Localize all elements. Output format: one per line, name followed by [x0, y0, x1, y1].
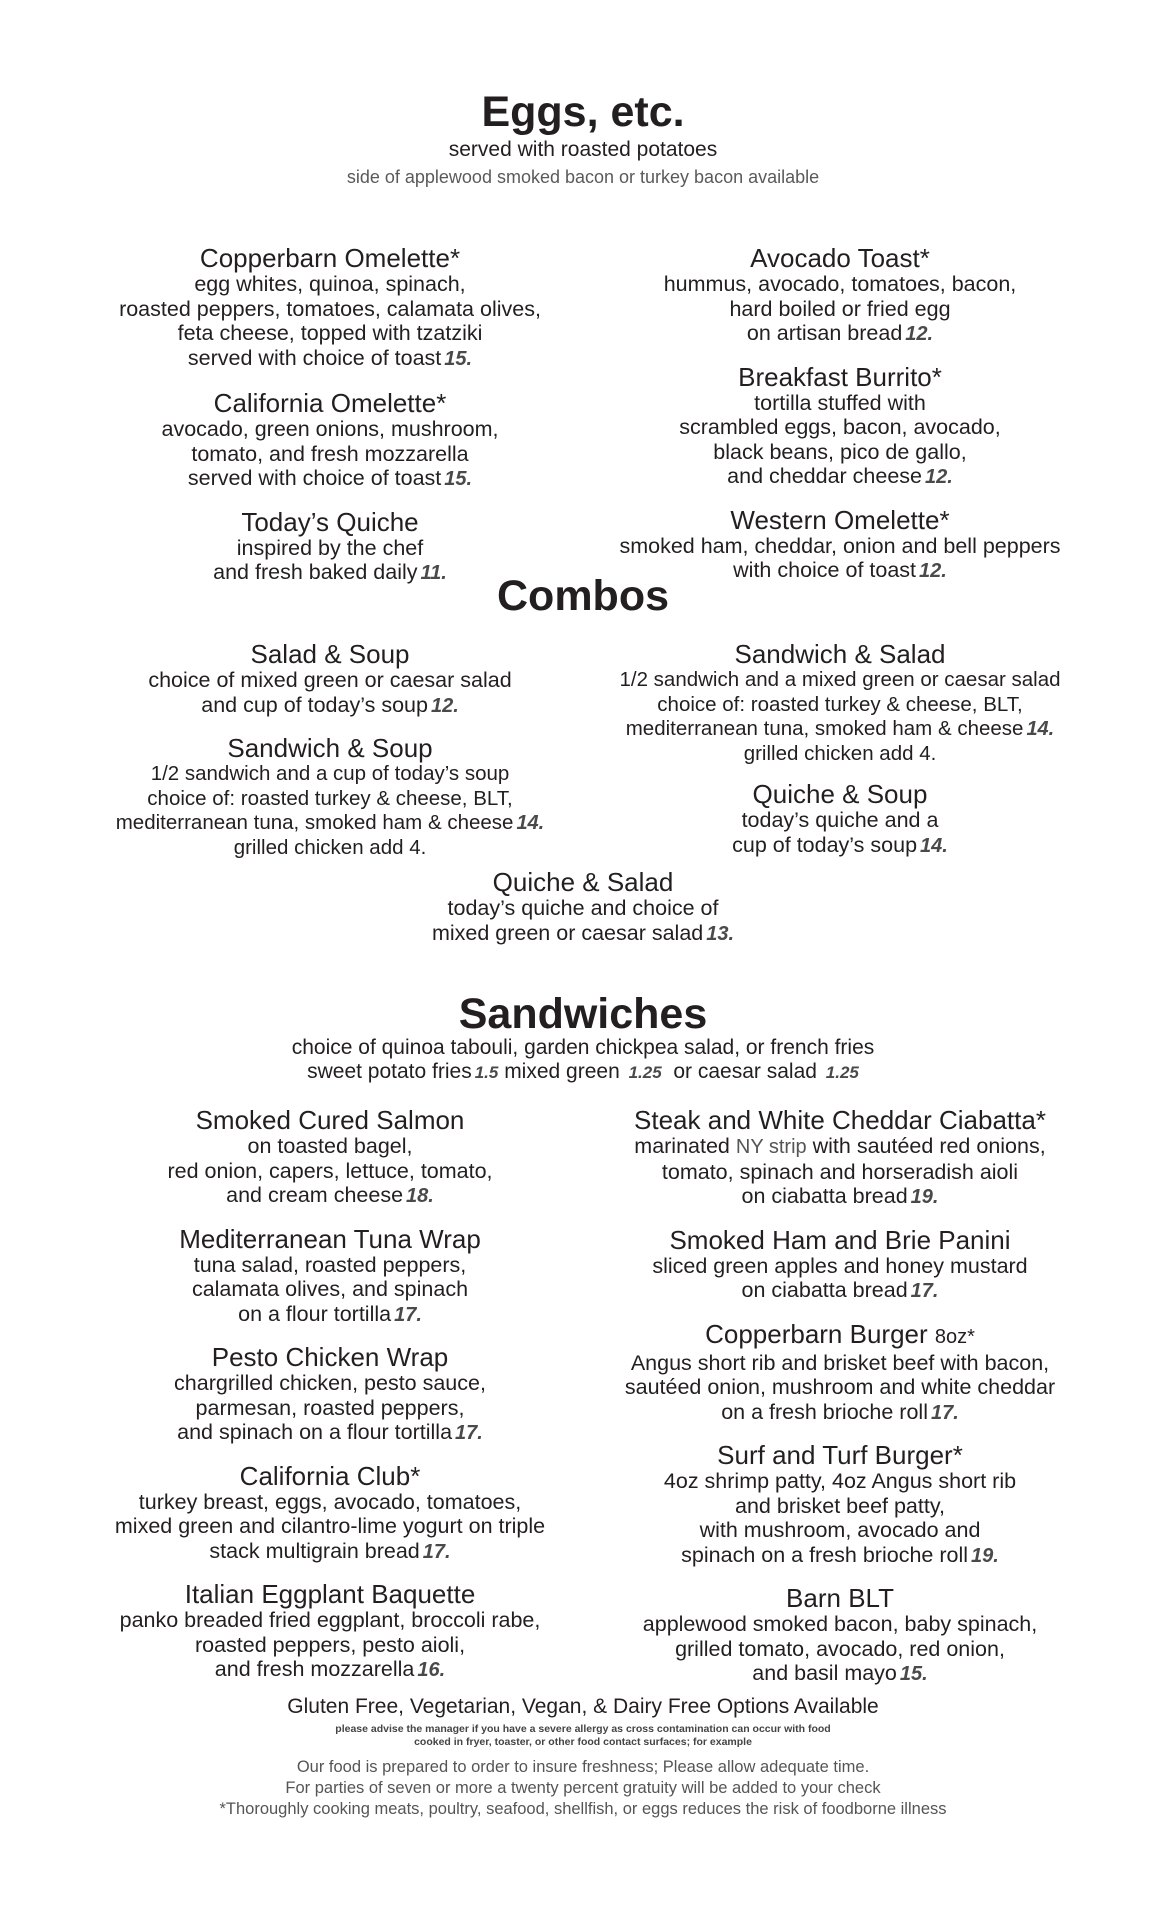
item-extra: grilled chicken add 4. — [233, 835, 427, 859]
item-name: Quiche & Soup — [752, 779, 928, 809]
side-option: sweet potato fries — [307, 1060, 472, 1083]
item-name-size: 8oz* — [934, 1325, 975, 1348]
item-desc: inspired by the chef and fresh baked daily — [213, 535, 424, 584]
item-price: 15. — [444, 468, 473, 490]
item-desc-highlight: NY strip — [735, 1136, 807, 1158]
menu-item — [590, 1441, 1090, 1568]
item-desc: today’s quiche and choice of mixed green or caesar salad — [431, 896, 719, 945]
menu-item — [590, 1106, 1090, 1210]
side-price: 1.25 — [825, 1063, 859, 1082]
eggs-subtitle: served with roasted potatoes — [448, 138, 718, 161]
sandwiches-side-upgrades — [0, 1060, 1166, 1085]
item-price: 14. — [516, 812, 545, 834]
item-desc: 1/2 sandwich and a mixed green or caesar salad choice of: roasted turkey & cheese, BLT, mediterranean tuna, smoked ham & cheese — [619, 668, 1061, 740]
item-price: 12. — [925, 466, 953, 488]
gratuity-note: For parties of seven or more a twenty percent gratuity will be added to your check — [285, 1779, 881, 1797]
menu-item — [80, 1580, 580, 1683]
item-name: Smoked Ham and Brie Panini — [669, 1224, 1011, 1255]
item-desc: applewood smoked bacon, baby spinach, grilled tomato, avocado, red onion, and basil mayo — [642, 1612, 1038, 1685]
item-desc: marinated — [634, 1134, 730, 1158]
sandwiches-right-column — [590, 1106, 1090, 1687]
item-price: 17. — [455, 1422, 483, 1444]
item-desc: on toasted bagel, red onion, capers, lettuce, tomato, and cream cheese — [167, 1134, 493, 1207]
menu-item — [590, 363, 1090, 490]
item-price: 18. — [406, 1185, 434, 1207]
item-name: Copperbarn Burger — [705, 1318, 928, 1349]
menu-item — [80, 734, 580, 860]
item-desc: today’s quiche and a cup of today’s soup — [732, 808, 939, 857]
item-name: Pesto Chicken Wrap — [211, 1342, 449, 1372]
item-desc: 4oz shrimp patty, 4oz Angus short rib and brisket beef patty, with mushroom, avocado and spinach on a fresh brioche roll — [663, 1469, 1017, 1567]
menu-item — [80, 1343, 580, 1446]
item-price: 16. — [417, 1659, 446, 1681]
combos-right-column — [590, 640, 1090, 858]
allergy-note-line1: please advise the manager if you have a severe allergy as cross contamination can occur with food — [335, 1723, 831, 1735]
item-price: 19. — [910, 1186, 939, 1208]
menu-item — [333, 868, 833, 946]
item-desc: 1/2 sandwich and a cup of today’s soup choice of: roasted turkey & cheese, BLT, mediterranean tuna, smoked ham & cheese — [115, 762, 514, 834]
item-name: Copperbarn Omelette* — [199, 243, 461, 273]
menu-item — [80, 244, 580, 371]
item-desc: chargrilled chicken, pesto sauce, parmesan, roasted peppers, and spinach on a flour tortilla — [174, 1371, 486, 1444]
item-name: Avocado Toast* — [750, 243, 930, 273]
item-desc: tortilla stuffed with scrambled eggs, bacon, avocado, black beans, pico de gallo, and cheddar cheese — [679, 390, 1001, 488]
item-desc: panko breaded fried eggplant, broccoli rabe, roasted peppers, pesto aioli, and fresh mozzarella — [119, 1608, 541, 1681]
item-name: Barn BLT — [786, 1583, 894, 1613]
item-desc: choice of mixed green or caesar salad and cup of today’s soup — [148, 668, 512, 717]
item-price: 14. — [1026, 718, 1055, 740]
dietary-options: Gluten Free, Vegetarian, Vegan, & Dairy Free Options Available — [287, 1695, 879, 1718]
item-extra: grilled chicken add 4. — [743, 741, 937, 765]
menu-item — [80, 389, 580, 492]
item-price: 17. — [394, 1303, 422, 1326]
combos-left-column — [80, 640, 580, 860]
item-name: California Omelette* — [213, 388, 447, 418]
allergy-note-line2: cooked in fryer, toaster, or other food contact surfaces; for example — [414, 1736, 752, 1748]
sandwiches-title: Sandwiches — [458, 990, 708, 1038]
menu-item — [80, 1106, 580, 1209]
eggs-left-column — [80, 244, 580, 586]
item-name: Smoked Cured Salmon — [195, 1105, 465, 1135]
item-desc: turkey breast, eggs, avocado, tomatoes, mixed green and cilantro-lime yogurt on triple stack multigrain bread — [114, 1489, 546, 1563]
item-name: Sandwich & Soup — [227, 733, 433, 763]
eggs-title: Eggs, etc. — [481, 88, 685, 136]
menu-item — [80, 640, 580, 718]
item-price: 12. — [905, 323, 934, 345]
item-name: Italian Eggplant Baquette — [184, 1579, 476, 1609]
item-name: Steak and White Cheddar Ciabatta* — [634, 1105, 1046, 1135]
item-desc: egg whites, quinoa, spinach, roasted peppers, tomatoes, calamata olives, feta cheese, topped with tzatziki served with choice of toast — [119, 272, 541, 370]
item-price: 15. — [899, 1663, 928, 1685]
consumer-advisory: *Thoroughly cooking meats, poultry, seafood, shellfish, or eggs reduces the risk of foodborne illness — [219, 1800, 947, 1818]
item-price: 19. — [971, 1544, 999, 1567]
eggs-right-column — [590, 244, 1090, 584]
menu-item — [80, 1225, 580, 1328]
item-price: 13. — [706, 922, 735, 945]
item-name: Mediterranean Tuna Wrap — [179, 1223, 481, 1254]
item-desc: sliced green apples and honey mustard on ciabatta bread — [652, 1253, 1028, 1302]
item-name: Sandwich & Salad — [734, 639, 946, 669]
item-price: 17. — [910, 1280, 939, 1302]
combos-center-column — [333, 868, 833, 946]
side-price: 1.25 — [628, 1063, 662, 1082]
menu-item — [590, 1226, 1090, 1304]
item-desc: avocado, green onions, mushroom, tomato, and fresh mozzarella served with choice of toast — [161, 417, 499, 490]
item-name: Quiche & Salad — [492, 867, 674, 897]
combos-title: Combos — [497, 572, 669, 620]
item-name: Surf and Turf Burger* — [717, 1440, 963, 1470]
menu-item — [590, 640, 1090, 766]
item-desc: with sautéed red onions, tomato, spinach and horseradish aioli on ciabatta bread — [661, 1134, 1046, 1208]
menu-item — [590, 780, 1090, 858]
item-desc: hummus, avocado, tomatoes, bacon, hard boiled or fried egg on artisan bread — [663, 272, 1017, 345]
item-price: 12. — [919, 560, 947, 582]
side-option: mixed green — [504, 1060, 620, 1083]
menu-item — [590, 1320, 1090, 1426]
item-desc: Angus short rib and brisket beef with bacon, sautéed onion, mushroom and white cheddar on a fresh brioche roll — [624, 1350, 1056, 1424]
sandwiches-sides: choice of quinoa tabouli, garden chickpea salad, or french fries — [291, 1036, 875, 1059]
menu-item — [590, 244, 1090, 347]
item-price: 15. — [444, 347, 473, 370]
item-price: 11. — [420, 562, 447, 584]
item-price: 14. — [920, 834, 948, 857]
item-desc: smoked ham, cheddar, onion and bell peppers with choice of toast — [619, 533, 1061, 582]
item-name: Today’s Quiche — [241, 506, 419, 537]
item-price: 17. — [422, 1540, 451, 1563]
item-name: Salad & Soup — [250, 639, 410, 669]
eggs-note: side of applewood smoked bacon or turkey bacon available — [346, 167, 820, 187]
item-name: Western Omelette* — [730, 504, 950, 535]
side-price: 1.5 — [474, 1063, 499, 1082]
menu-item — [80, 1462, 580, 1565]
menu-item — [590, 1584, 1090, 1687]
item-desc: tuna salad, roasted peppers, calamata olives, and spinach on a flour tortilla — [191, 1252, 469, 1326]
side-option: or caesar salad — [673, 1060, 817, 1083]
freshness-note: Our food is prepared to order to insure freshness; Please allow adequate time. — [296, 1758, 870, 1776]
item-name: California Club* — [239, 1460, 421, 1491]
item-price: 17. — [930, 1401, 959, 1424]
item-price: 12. — [430, 694, 459, 717]
item-name: Breakfast Burrito* — [738, 361, 942, 392]
sandwiches-left-column — [80, 1106, 580, 1683]
